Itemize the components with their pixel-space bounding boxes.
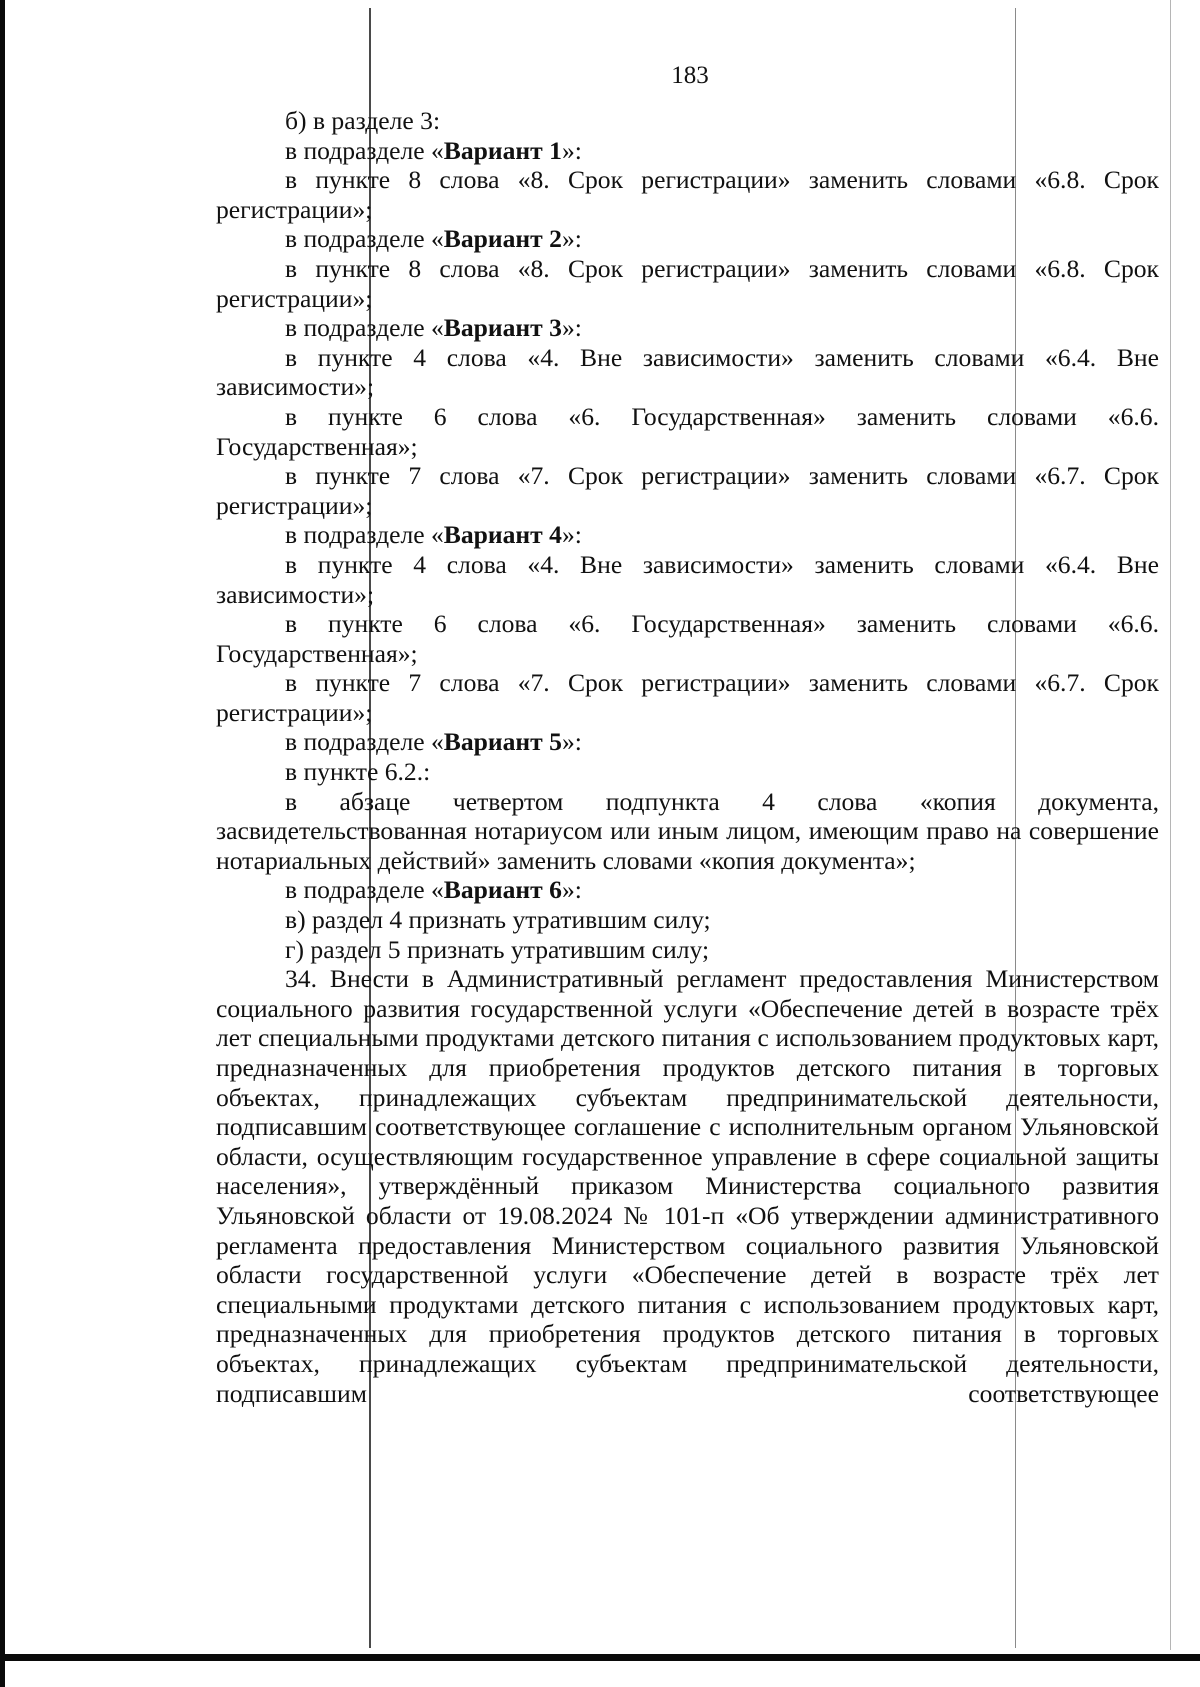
- paragraph-item-34: 34. Внести в Административный регламент предоставления Министерством социального развития государственной услуги «Обеспечение детей в возрасте трёх лет специальными продуктами детского питания с использованием продуктовых карт, предназначенных для приобретения продуктов детского питания в торговых объектах, принадлежащих субъектам предпринимательской деятельности, подписавшим соответствующее соглашение с исполнительным органом Ульяновской области, осуществляющим государственное управление в сфере социальной защиты населения», утверждённый приказом Министерства социального развития Ульяновской области от 19.08.2024 № 101-п «Об утверждении административного регламента предоставления Министерством социального развития Ульяновской области государственной услуги «Обеспечение детей в возрасте трёх лет специальными продуктами детского питания с использованием продуктовых карт, предназначенных для приобретения продуктов детского питания в торговых объектах, принадлежащих субъектам предпринимательской деятельности, подписавшим соответствующее: [216, 964, 1159, 1408]
- heading-variant-name: Вариант 2: [443, 224, 562, 254]
- subsection-heading-variant-4: [216, 520, 1159, 550]
- heading-prefix: в подразделе «: [285, 313, 444, 343]
- heading-prefix: в подразделе «: [285, 135, 444, 165]
- paragraph-v4-item4: в пункте 4 слова «4. Вне зависимости» заменить словами «6.4. Вне зависимости»;: [216, 549, 1159, 609]
- heading-prefix: в подразделе «: [285, 875, 444, 905]
- subsection-heading-variant-3: [216, 313, 1159, 343]
- paragraph-v3-item6: в пункте 6 слова «6. Государственная» заменить словами «6.6. Государственная»;: [216, 401, 1159, 461]
- heading-variant-name: Вариант 1: [443, 135, 562, 165]
- page-number: 183: [671, 62, 709, 89]
- paragraph-v5-item6-2: в пункте 6.2.:: [285, 757, 431, 787]
- heading-prefix: в подразделе «: [285, 520, 444, 550]
- heading-prefix: в подразделе «: [285, 727, 444, 757]
- heading-prefix: в подразделе «: [285, 224, 444, 254]
- subsection-heading-variant-2: [216, 224, 1159, 254]
- scan-edge-left: [0, 0, 5, 1687]
- heading-suffix: »:: [561, 875, 582, 905]
- heading-suffix: »:: [561, 224, 582, 254]
- paragraph-v4-item6: в пункте 6 слова «6. Государственная» заменить словами «6.6. Государственная»;: [216, 609, 1159, 668]
- subsection-heading-variant-6: [216, 875, 1159, 905]
- heading-suffix: »:: [561, 135, 582, 165]
- paragraph-section-3: б) в разделе 3:: [285, 106, 441, 135]
- paragraph-v3-item4: в пункте 4 слова «4. Вне зависимости» заменить словами «6.4. Вне зависимости»;: [216, 342, 1159, 402]
- paragraph-v4-item7: в пункте 7 слова «7. Срок регистрации» заменить словами «6.7. Срок регистрации»;: [216, 668, 1159, 727]
- heading-variant-name: Вариант 6: [443, 875, 562, 905]
- paragraph-v3-item7: в пункте 7 слова «7. Срок регистрации» заменить словами «6.7. Срок регистрации»;: [216, 461, 1159, 520]
- subsection-heading-variant-5: [216, 727, 1159, 757]
- paragraph-section-5: г) раздел 5 признать утратившим силу;: [285, 934, 710, 964]
- document-body: [216, 106, 1159, 1408]
- paragraph-section-4: в) раздел 4 признать утратившим силу;: [285, 905, 711, 935]
- paragraph-v5-subitem4: в абзаце четвертом подпункта 4 слова «копия документа, засвидетельствованная нотариусом или иным лицом, имеющим право на совершение нотариальных действий» заменить словами «копия документа»;: [216, 786, 1159, 875]
- paragraph-v1-item8: в пункте 8 слова «8. Срок регистрации» заменить словами «6.8. Срок регистрации»;: [216, 165, 1159, 224]
- scan-edge-bottom: [0, 1654, 1200, 1661]
- heading-suffix: »:: [561, 520, 582, 550]
- heading-variant-name: Вариант 3: [443, 313, 562, 343]
- heading-variant-name: Вариант 5: [443, 727, 562, 757]
- heading-suffix: »:: [561, 313, 582, 343]
- subsection-heading-variant-1: [216, 136, 1159, 166]
- heading-variant-name: Вариант 4: [443, 520, 562, 550]
- paragraph-v2-item8: в пункте 8 слова «8. Срок регистрации» заменить словами «6.8. Срок регистрации»;: [216, 253, 1159, 313]
- scan-artifact-line: [1170, 0, 1171, 1650]
- heading-suffix: »:: [561, 727, 582, 757]
